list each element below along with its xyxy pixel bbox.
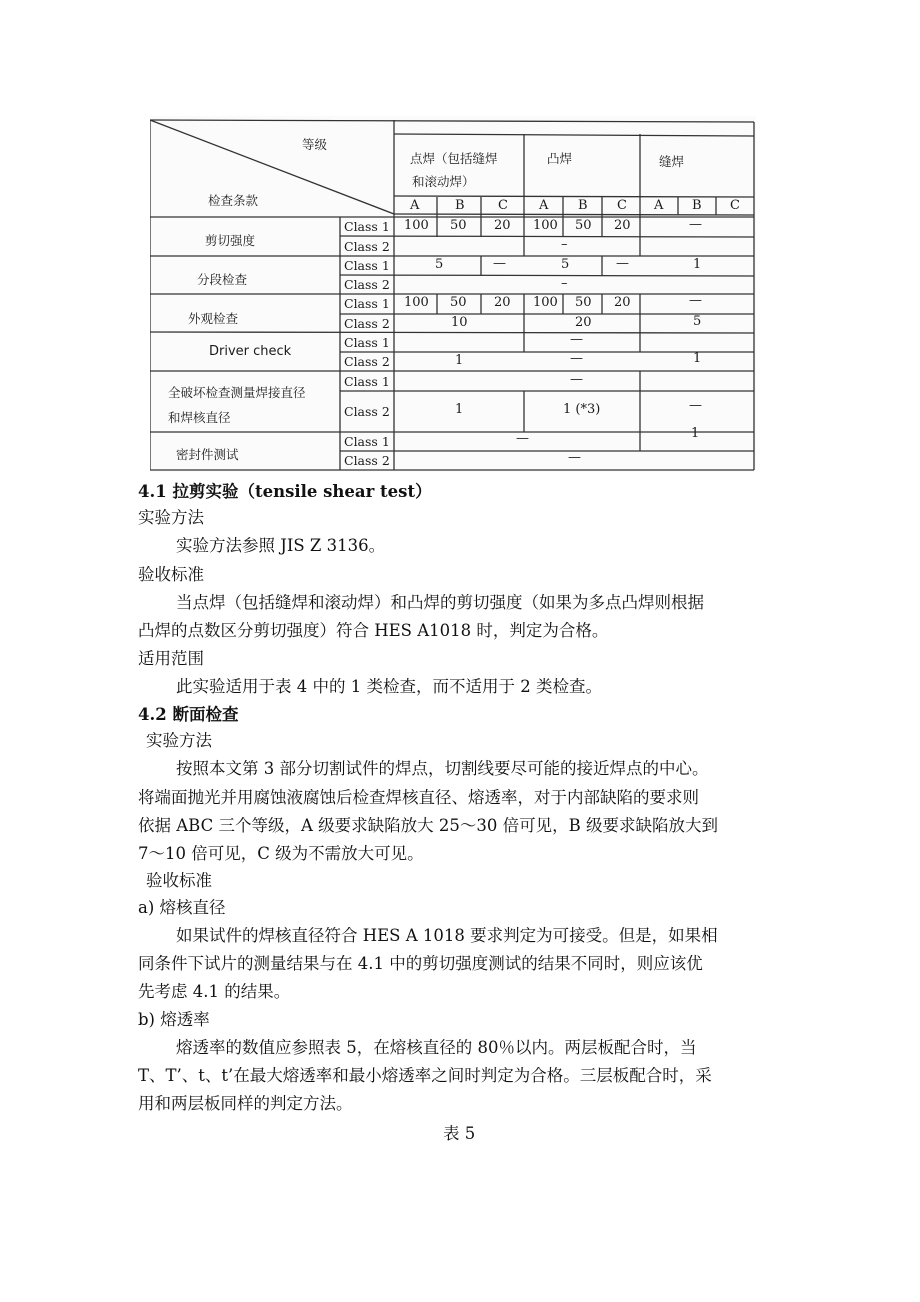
paragraph-line: 将端面抛光并用腐蚀液腐蚀后检查焊核直径、熔透率，对于内部缺陷的要求则 [138,788,699,807]
cell-value: — [689,217,702,232]
row-class-1: Class 1 [344,258,390,273]
subheading-b: b) 熔透率 [138,1010,210,1029]
cell-value: 5 [561,257,570,272]
row-class-2: Class 2 [344,453,390,468]
paragraph-line: 同条件下试片的测量结果与在 4.1 中的剪切强度测试的结果不同时，则应该优 [138,954,703,973]
row-class-1: Class 1 [344,335,390,350]
row-class-1: Class 1 [344,374,390,389]
grade-C: C [730,198,740,213]
group-projection-weld: 凸焊 [547,151,573,166]
paragraph-line: 凸焊的点数区分剪切强度）符合 HES A1018 时，判定为合格。 [138,621,609,640]
row-class-2: Class 2 [344,277,390,292]
header-grade: 等级 [302,137,328,152]
grade-B: B [692,198,702,213]
accept-heading: 验收标准 [146,871,212,890]
row-class-2: Class 2 [344,354,390,369]
cell-value: 50 [575,295,592,310]
cell-value: 1 [455,402,464,417]
paragraph-line: 熔透率的数值应参照表 5，在熔核直径的 80％以内。两层板配合时，当 [176,1038,697,1057]
accept-heading: 验收标准 [138,565,204,584]
cell-value: – [561,276,568,291]
grade-B: B [578,198,588,213]
paragraph-line: 依据 ABC 三个等级，A 级要求缺陷放大 25～30 倍可见，B 级要求缺陷放大到 [138,816,718,835]
paragraph-line: 此实验适用于表 4 中的 1 类检查，而不适用于 2 类检查。 [176,677,602,696]
grade-A: A [410,198,420,213]
cell-value: 20 [494,295,511,310]
cell-value: 100 [404,295,429,310]
grade-B: B [455,198,465,213]
cell-value: – [561,237,568,252]
paragraph-line: 先考虑 4.1 的结果。 [138,982,291,1001]
cell-value: — [493,256,506,271]
cell-value: 20 [614,218,631,233]
paragraph-line: 用和两层板同样的判定方法。 [138,1094,353,1113]
row-class-1: Class 1 [344,219,390,234]
method-heading: 实验方法 [146,731,212,750]
paragraph-line: 按照本文第 3 部分切割试件的焊点，切割线要尽可能的接近焊点的中心。 [176,759,709,778]
row-item-shear-strength: 剪切强度 [205,233,256,248]
cell-value: 20 [494,218,511,233]
cell-value: 100 [533,295,558,310]
paragraph-line: 当点焊（包括缝焊和滚动焊）和凸焊的剪切强度（如果为多点凸焊则根据 [176,593,704,612]
row-item-visual-inspection: 外观检查 [188,311,239,326]
paragraph-line: 如果试件的焊核直径符合 HES A 1018 要求判定为可接受。但是，如果相 [176,926,718,945]
row-class-2: Class 2 [344,239,390,254]
cell-value: — [689,293,702,308]
row-class-2: Class 2 [344,316,390,331]
grade-C: C [498,198,508,213]
inspection-table [150,116,756,472]
cell-value: 5 [693,314,702,329]
paragraph-line: T、T’、t、t’在最大熔透率和最小熔透率之间时判定为合格。三层板配合时，采 [138,1066,712,1085]
row-item-seal-test: 密封件测试 [176,447,239,462]
cell-value: 1 [691,426,700,441]
cell-value: 1 [693,257,702,272]
row-class-1: Class 1 [344,434,390,449]
cell-value: 1 [455,353,464,368]
group-spot-weld-2: 和滚动焊） [412,174,475,189]
paragraph-line: 实验方法参照 JIS Z 3136。 [176,536,386,555]
group-spot-weld: 点焊（包括缝焊 [410,151,498,166]
cell-value: — [570,372,583,387]
cell-value: — [568,450,581,465]
row-item-driver-check: Driver check [209,344,292,359]
cell-value: — [616,256,629,271]
cell-value: 50 [575,218,592,233]
paragraph-line: 7～10 倍可见，C 级为不需放大可见。 [138,844,424,863]
cell-value: — [570,351,583,366]
cell-value: 1 [693,351,702,366]
row-class-2: Class 2 [344,404,390,419]
table-caption: 表 5 [443,1124,476,1143]
cell-value: 50 [450,295,467,310]
section-4-2-title: 4.2 断面检查 [138,705,239,724]
row-item-segment-inspection: 分段检查 [197,272,248,287]
grade-A: A [539,198,549,213]
cell-value: 100 [404,218,429,233]
cell-value: — [570,332,583,347]
section-4-1-title: 4.1 拉剪实验（tensile shear test） [138,482,432,501]
cell-value: 1 (*3) [563,402,601,417]
subheading-a: a) 熔核直径 [138,898,226,917]
row-item-destructive-test: 全破坏检查测量焊接直径 [168,385,306,400]
group-seam-weld: 缝焊 [659,154,685,169]
grade-A: A [654,198,664,213]
grade-C: C [617,198,627,213]
row-item-destructive-test-2: 和焊核直径 [168,410,231,425]
cell-value: 10 [451,315,468,330]
scope-heading: 适用范围 [138,649,204,668]
cell-value: 5 [435,257,444,272]
row-class-1: Class 1 [344,296,390,311]
header-inspection-item: 检查条款 [208,193,259,208]
method-heading: 实验方法 [138,508,204,527]
cell-value: 100 [533,218,558,233]
cell-value: — [689,398,702,413]
cell-value: 50 [450,218,467,233]
cell-value: — [516,431,529,446]
cell-value: 20 [575,315,592,330]
cell-value: 20 [614,295,631,310]
